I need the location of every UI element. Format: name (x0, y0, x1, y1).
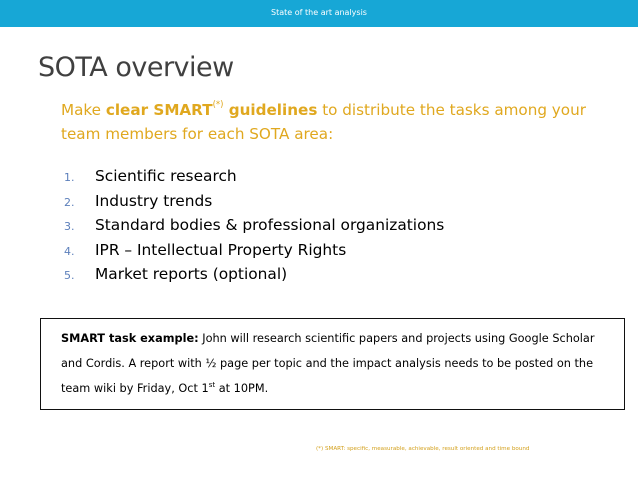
smart-example-label: SMART task example: (61, 332, 199, 345)
list-item-number: 1. (64, 171, 75, 184)
smart-example-box (40, 318, 625, 410)
list-item-number: 2. (64, 195, 75, 209)
list-item-number: 5. (64, 269, 75, 282)
header-title: State of the art analysis (271, 8, 367, 17)
intro-bold2: guidelines (223, 101, 318, 119)
footnote: (*) SMART: specific, measurable, achievable, result oriented and time bound (316, 446, 530, 452)
list-item (64, 213, 444, 238)
list-item-text: IPR – Intellectual Property Rights (95, 240, 347, 259)
list-item-text: Market reports (optional) (95, 265, 288, 283)
list-item (64, 189, 444, 214)
list-item (64, 238, 444, 263)
list-item-number: 4. (64, 244, 75, 258)
smart-example-superscript: st (208, 381, 216, 389)
slide-title: SOTA overview (38, 52, 234, 83)
smart-example-end: at 10PM. (215, 382, 269, 395)
list-item-text: Industry trends (95, 191, 213, 210)
list-item-text: Standard bodies & professional organizations (95, 216, 445, 234)
intro-part1: Make (61, 101, 106, 119)
sota-area-list (64, 164, 444, 287)
header-bar (0, 0, 638, 27)
smart-example-text (61, 326, 617, 401)
intro-text (61, 98, 621, 146)
list-item-text: Scientific research (95, 167, 237, 185)
intro-superscript: (*) (212, 100, 224, 110)
list-item (64, 164, 444, 189)
intro-part2: to distribute the tasks among your team members for each SOTA area: (61, 101, 586, 143)
list-item-number: 3. (64, 220, 75, 233)
intro-bold1: clear SMART (105, 101, 213, 119)
list-item (64, 262, 444, 287)
smart-example-body: John will research scientific papers and projects using Google Scholar and Cordis. A report with ½ page per topic and the impact analysis needs to be posted on the team wiki by Friday, Oct 1 (61, 332, 595, 395)
